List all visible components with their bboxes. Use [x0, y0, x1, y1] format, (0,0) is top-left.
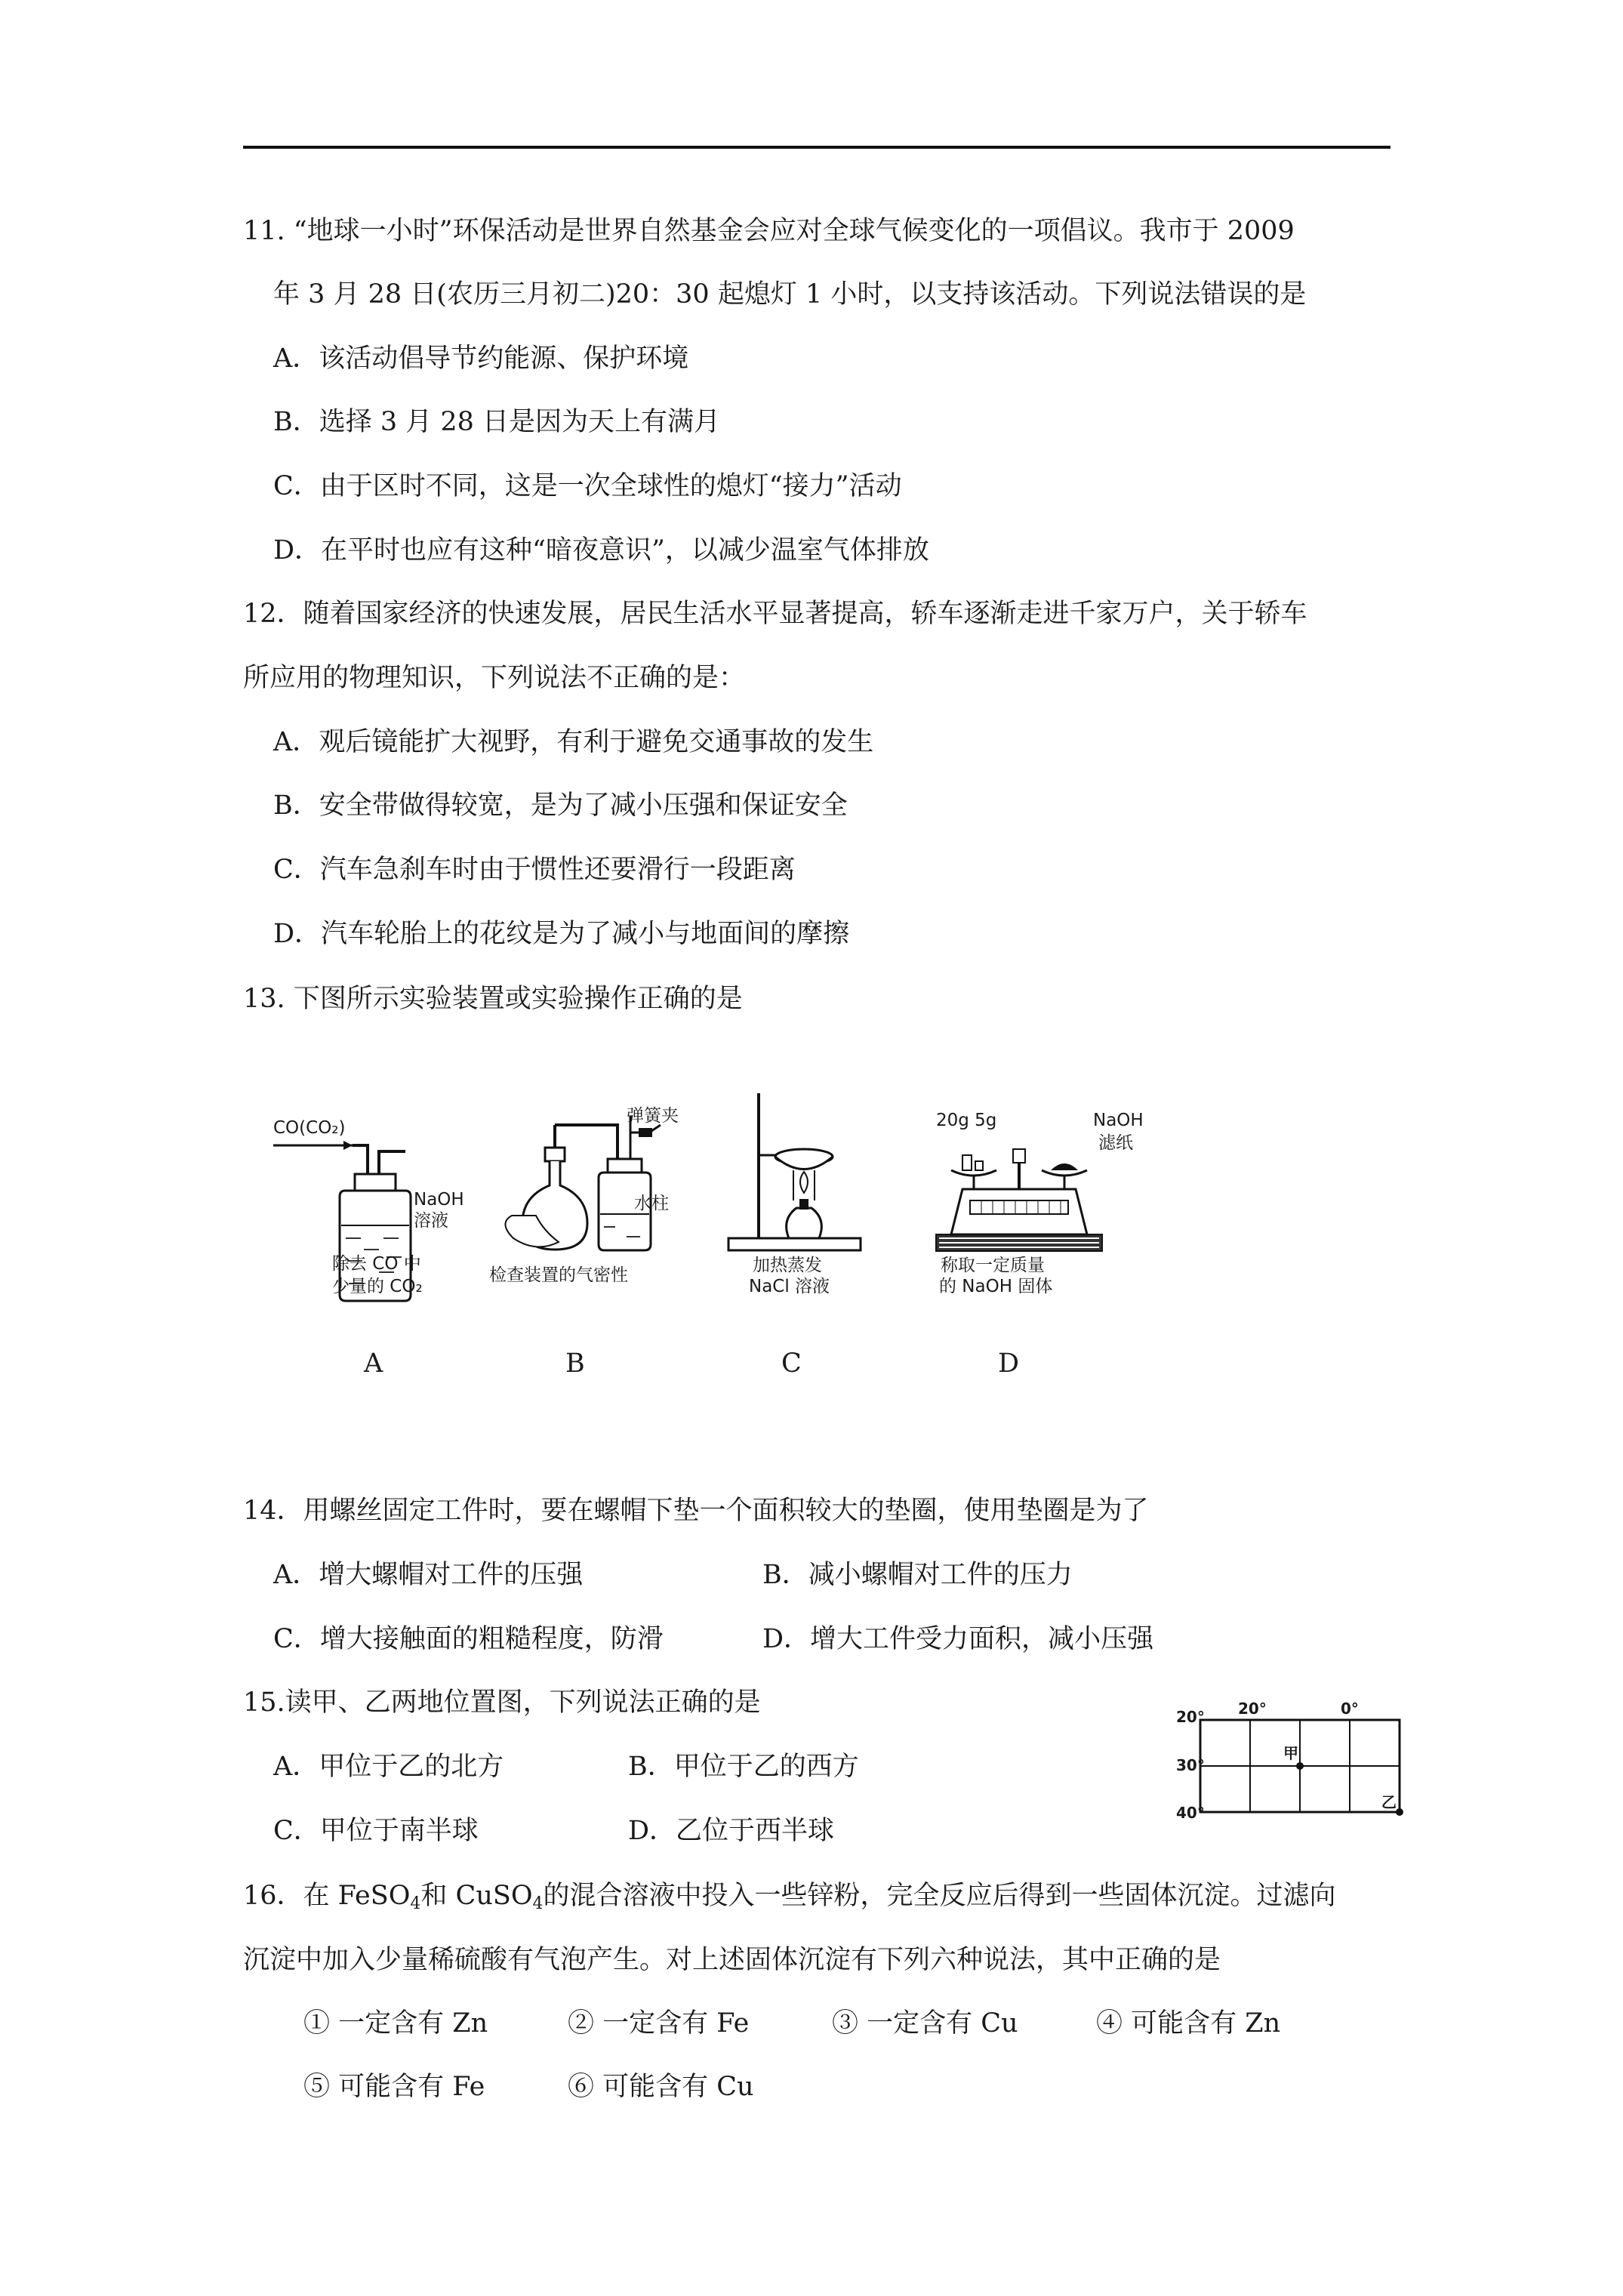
fig-d-caption-1: 称取一定质量: [941, 1256, 1045, 1275]
fig-b-letter: B: [565, 1348, 585, 1379]
q11-option-d: D．在平时也应有这种“暗夜意识”，以减少温室气体排放: [273, 535, 929, 566]
fig-c-evaporation-drawing: [721, 1087, 872, 1257]
map-label-yi: 乙: [1381, 1793, 1397, 1811]
q15-option-a: A．甲位于乙的北方: [273, 1752, 504, 1782]
q16-statement-2: ② 一定含有 Fe: [568, 2008, 750, 2039]
q14-stem: 14．用螺丝固定工件时，要在螺帽下垫一个面积较大的垫圈，使用垫圈是为了: [243, 1496, 1149, 1526]
fig-c-letter: C: [781, 1348, 802, 1379]
q12-stem-line2: 所应用的物理知识，下列说法不正确的是：: [243, 663, 746, 693]
q16-subscript-2: 4: [532, 1894, 544, 1913]
map-lon-0: 0°: [1341, 1700, 1359, 1718]
q12-option-a: A．观后镜能扩大视野，有利于避免交通事故的发生: [273, 727, 874, 757]
fig-c-caption-1: 加热蒸发: [753, 1256, 822, 1275]
fig-d-weights-label: 20g 5g: [936, 1111, 997, 1130]
q14-option-a: A．增大螺帽对工件的压强: [273, 1560, 584, 1590]
q12-option-d: D．汽车轮胎上的花纹是为了减小与地面间的摩擦: [273, 919, 850, 949]
q11-option-b: B．选择 3 月 28 日是因为天上有满月: [273, 407, 721, 437]
q12-option-b: B．安全带做得较宽，是为了减小压强和保证安全: [273, 791, 848, 821]
q15-option-d: D．乙位于西半球: [628, 1816, 835, 1846]
q14-option-b: B．减小螺帽对工件的压力: [762, 1560, 1073, 1590]
map-lat-30: 30°: [1176, 1756, 1205, 1774]
q16-stem-line2: 沉淀中加入少量稀硫酸有气泡产生。对上述固体沉淀有下列六种说法，其中正确的是: [243, 1945, 1221, 1975]
map-lon-20: 20°: [1238, 1700, 1267, 1718]
fig-a-caption-2: 少量的 CO₂: [332, 1277, 423, 1296]
map-lat-40: 40°: [1176, 1804, 1205, 1822]
q11-option-a: A．该活动倡导节约能源、保护环境: [273, 344, 689, 374]
fig-d-naoh-label: NaOH: [1093, 1111, 1144, 1130]
q11-stem-line1: 11. “地球一小时”环保活动是世界自然基金会应对全球气候变化的一项倡议。我市于 2009: [243, 216, 1295, 246]
q11-stem-line2: 年 3 月 28 日(农历三月初二)20：30 起熄灯 1 小时，以支持该活动。下列说法错误的是: [273, 279, 1307, 310]
q16-stem-part3: 的混合溶液中投入一些锌粉，完全反应后得到一些固体沉淀。过滤向: [543, 1881, 1336, 1911]
fig-b-clip-label: 弹簧夹: [627, 1106, 679, 1126]
q16-stem-part2: 和 CuSO: [420, 1881, 533, 1911]
fig-d-caption-2: 的 NaOH 固体: [939, 1277, 1053, 1296]
fig-d-letter: D: [998, 1348, 1020, 1379]
q14-option-c: C．增大接触面的粗糙程度，防滑: [273, 1624, 664, 1654]
fig-b-caption: 检查装置的气密性: [489, 1265, 628, 1285]
q16-statement-6: ⑥ 可能含有 Cu: [568, 2072, 754, 2102]
q15-option-b: B．甲位于乙的西方: [628, 1752, 859, 1782]
fig-a-letter: A: [364, 1348, 383, 1379]
fig-a-reagent-label-2: 溶液: [414, 1211, 448, 1231]
q16-statement-1: ① 一定含有 Zn: [303, 2008, 488, 2039]
fig-c-caption-2: NaCl 溶液: [749, 1277, 830, 1296]
q16-statement-4: ④ 可能含有 Zn: [1096, 2008, 1281, 2039]
map-grid: [1200, 1720, 1403, 1814]
header-rule: [243, 146, 1390, 149]
fig-d-balance-drawing: [929, 1133, 1110, 1257]
q16-statement-3: ③ 一定含有 Cu: [832, 2008, 1018, 2039]
q12-option-c: C．汽车急刹车时由于惯性还要滑行一段距离: [273, 855, 796, 885]
q16-stem-part1: 16．在 FeSO: [243, 1881, 411, 1911]
q16-subscript-1: 4: [410, 1894, 421, 1913]
q11-option-c: C．由于区时不同，这是一次全球性的熄灯“接力”活动: [273, 471, 902, 501]
fig-b-water-label: 水柱: [634, 1194, 669, 1213]
q12-stem-line1: 12．随着国家经济的快速发展，居民生活水平显著提高，轿车逐渐走进千家万户，关于轿车: [243, 599, 1307, 629]
q13-stem: 13. 下图所示实验装置或实验操作正确的是: [243, 984, 743, 1014]
q16-stem-line1: [243, 1878, 1336, 1922]
fig-a-caption-1: 除去 CO 中: [332, 1254, 421, 1274]
fig-d-paper-label: 滤纸: [1098, 1133, 1133, 1153]
fig-a-gas-label: CO(CO₂): [273, 1118, 346, 1138]
map-lat-20: 20°: [1176, 1708, 1205, 1726]
q15-option-c: C．甲位于南半球: [273, 1816, 479, 1846]
q15-stem: 15.读甲、乙两地位置图，下列说法正确的是: [243, 1687, 761, 1718]
q16-statement-5: ⑤ 可能含有 Fe: [303, 2072, 485, 2102]
q14-option-d: D．增大工件受力面积，减小压强: [762, 1624, 1154, 1654]
map-label-jia: 甲: [1283, 1744, 1298, 1762]
fig-a-reagent-label-1: NaOH: [414, 1190, 464, 1210]
